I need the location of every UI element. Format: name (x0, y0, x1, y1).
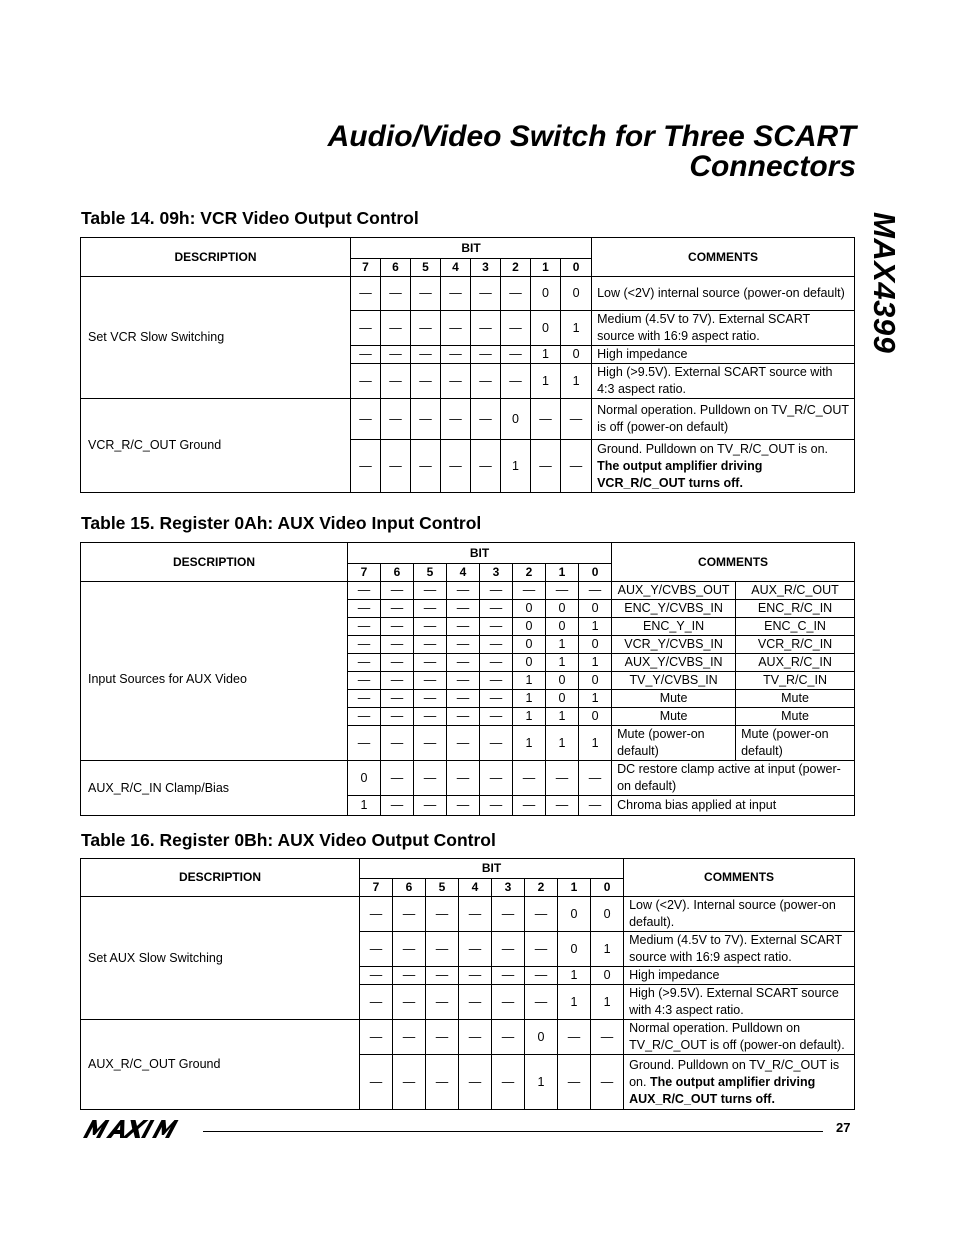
row-comment (592, 277, 855, 311)
bit-value: — (426, 985, 459, 1020)
bit-3-header: 3 (471, 259, 501, 277)
bit-value: — (351, 346, 381, 364)
bit-value: — (351, 440, 381, 493)
bit-value: 0 (513, 636, 546, 654)
row-description: Input Sources for AUX Video (81, 600, 348, 761)
table15 (80, 542, 855, 816)
comment-rc-output: AUX_R/C_OUT (736, 582, 855, 600)
bit-0-header: 0 (579, 564, 612, 582)
bit-4-header: 4 (459, 879, 492, 897)
comment-y-output: ENC_Y/CVBS_IN (612, 600, 736, 618)
bit-value: — (546, 796, 579, 816)
bit-value: — (411, 399, 441, 440)
bit-value: 1 (513, 708, 546, 726)
bit-value: — (591, 1020, 624, 1055)
table-row (81, 1020, 855, 1055)
col-comments-header: COMMENTS (624, 859, 855, 897)
bit-value: — (414, 636, 447, 654)
bit-value: — (411, 364, 441, 399)
bit-7-header: 7 (360, 879, 393, 897)
bit-value: — (459, 897, 492, 932)
bit-value: 1 (558, 967, 591, 985)
bit-value: — (441, 311, 471, 346)
bit-value: — (393, 1055, 426, 1110)
bit-value: — (492, 985, 525, 1020)
comment-y-output: Mute (612, 690, 736, 708)
table16-caption: Table 16. Register 0Bh: AUX Video Output Control (81, 830, 496, 850)
bit-value: — (501, 346, 531, 364)
bit-1-header: 1 (546, 564, 579, 582)
bit-value: 1 (579, 726, 612, 761)
bit-value: — (492, 1020, 525, 1055)
bit-value: 0 (513, 600, 546, 618)
bit-value: — (447, 600, 480, 618)
comment-y-output: AUX_Y/CVBS_IN (612, 654, 736, 672)
table-row (81, 761, 855, 796)
bit-value: — (480, 636, 513, 654)
bit-value: — (441, 399, 471, 440)
bit-value: — (414, 654, 447, 672)
bit-value: — (348, 726, 381, 761)
bit-value: — (525, 897, 558, 932)
bit-value: — (348, 708, 381, 726)
comment-text: Medium (4.5V to 7V). External SCART source with 16:9 aspect ratio. (629, 933, 842, 964)
bit-value: — (480, 672, 513, 690)
table16-body (81, 897, 855, 1110)
bit-value: — (393, 932, 426, 967)
bit-value: 0 (561, 346, 592, 364)
bit-value: 1 (546, 726, 579, 761)
bit-3-header: 3 (480, 564, 513, 582)
comment-text: Ground. Pulldown on TV_R/C_OUT is on. (629, 1057, 840, 1089)
bit-value: — (480, 582, 513, 600)
bit-value: — (348, 654, 381, 672)
bit-value: — (501, 277, 531, 311)
bit-value: — (471, 277, 501, 311)
bit-value: — (381, 440, 411, 493)
bit-value: — (411, 277, 441, 311)
page-number: 27 (836, 1120, 851, 1135)
table14 (80, 237, 855, 493)
bit-value: — (591, 1055, 624, 1110)
bit-value: 0 (561, 277, 592, 311)
bit-value: 1 (546, 636, 579, 654)
bit-value: — (471, 440, 501, 493)
comment-y-output: TV_Y/CVBS_IN (612, 672, 736, 690)
col-bit-header: BIT (360, 859, 624, 879)
row-comment: Chroma bias applied at input (612, 796, 855, 816)
bit-value: — (525, 932, 558, 967)
col-description-header: DESCRIPTION (81, 543, 348, 582)
bit-value: — (561, 440, 592, 493)
comment-rc-output: TV_R/C_IN (736, 672, 855, 690)
bit-value: — (492, 967, 525, 985)
bit-value: — (414, 796, 447, 816)
comment-rc-output: Mute (736, 708, 855, 726)
row-comment (592, 311, 855, 346)
comment-text: Low (<2V). Internal source (power-on default). (629, 898, 836, 929)
bit-value: — (447, 636, 480, 654)
bit-6-header: 6 (381, 259, 411, 277)
bit-value: — (351, 399, 381, 440)
row-description-blank (81, 582, 348, 600)
row-comment (592, 346, 855, 364)
bit-value: — (447, 582, 480, 600)
bit-value: — (381, 600, 414, 618)
bit-value: — (381, 582, 414, 600)
bit-value: — (360, 1020, 393, 1055)
bit-value: — (414, 708, 447, 726)
bit-value: — (480, 796, 513, 816)
bit-value: 0 (591, 897, 624, 932)
bit-value: 0 (531, 311, 561, 346)
bit-1-header: 1 (558, 879, 591, 897)
bit-value: 0 (546, 672, 579, 690)
comment-text: Low (<2V) internal source (power-on default) (597, 286, 845, 300)
bit-value: — (351, 311, 381, 346)
bit-value: — (447, 654, 480, 672)
bit-0-header: 0 (591, 879, 624, 897)
bit-value: — (480, 654, 513, 672)
col-comments-header: COMMENTS (612, 543, 855, 582)
bit-value: — (381, 618, 414, 636)
bit-value: 0 (579, 600, 612, 618)
bit-4-header: 4 (441, 259, 471, 277)
bit-6-header: 6 (381, 564, 414, 582)
col-bit-header: BIT (348, 543, 612, 564)
comment-text: High impedance (629, 968, 720, 982)
bit-value: — (426, 897, 459, 932)
bit-value: 0 (546, 618, 579, 636)
bit-2-header: 2 (525, 879, 558, 897)
page-title (156, 122, 856, 182)
bit-value: — (426, 967, 459, 985)
bit-value: 0 (558, 932, 591, 967)
bit-value: — (381, 796, 414, 816)
bit-value: 1 (525, 1055, 558, 1110)
bit-value: 1 (531, 346, 561, 364)
bit-value: 0 (501, 399, 531, 440)
col-description-header: DESCRIPTION (81, 238, 351, 277)
bit-value: — (381, 399, 411, 440)
comment-text: High (>9.5V). External SCART source with 4:3 aspect ratio. (597, 365, 833, 396)
bit-value: 1 (591, 985, 624, 1020)
bit-value: — (447, 761, 480, 796)
bit-value: — (351, 364, 381, 399)
bit-value: — (558, 1055, 591, 1110)
bit-value: — (414, 618, 447, 636)
bit-value: — (480, 600, 513, 618)
row-comment (624, 985, 855, 1020)
bit-value: 1 (579, 654, 612, 672)
bit-value: — (381, 726, 414, 761)
table14-caption: Table 14. 09h: VCR Video Output Control (81, 208, 419, 228)
comment-y-output: Mute (612, 708, 736, 726)
bit-value: — (426, 1055, 459, 1110)
comment-text: Normal operation. Pulldown on TV_R/C_OUT is off (power-on default) (597, 403, 849, 434)
bit-value: — (348, 618, 381, 636)
bit-2-header: 2 (501, 259, 531, 277)
bit-value: — (447, 796, 480, 816)
table15-caption: Table 15. Register 0Ah: AUX Video Input Control (81, 513, 482, 533)
bit-value: 1 (501, 440, 531, 493)
comment-text: High impedance (597, 347, 688, 361)
bit-value: — (492, 1055, 525, 1110)
row-comment (592, 440, 855, 493)
table-row (81, 277, 855, 311)
bit-value: — (414, 726, 447, 761)
table14-body (81, 277, 855, 493)
comment-text: Ground. Pulldown on TV_R/C_OUT is on. (597, 441, 828, 456)
row-description: AUX_R/C_OUT Ground (81, 1020, 360, 1110)
bit-7-header: 7 (351, 259, 381, 277)
table-row (81, 600, 855, 618)
col-description-header: DESCRIPTION (81, 859, 360, 897)
bit-value: — (459, 1055, 492, 1110)
comment-text: Normal operation. Pulldown on TV_R/C_OUT is off (power-on default). (629, 1021, 845, 1052)
bit-5-header: 5 (411, 259, 441, 277)
page-title-line1: Audio/Video Switch for Three SCART (327, 120, 856, 153)
bit-value: 0 (525, 1020, 558, 1055)
bit-value: 1 (579, 690, 612, 708)
row-description: Set VCR Slow Switching (81, 277, 351, 399)
bit-value: — (360, 932, 393, 967)
bit-value: 0 (546, 600, 579, 618)
bit-value: — (480, 708, 513, 726)
bit-value: — (459, 985, 492, 1020)
col-comments-header: COMMENTS (592, 238, 855, 277)
bit-value: 0 (513, 618, 546, 636)
bit-value: — (351, 277, 381, 311)
bit-value: — (513, 582, 546, 600)
bit-value: — (381, 364, 411, 399)
bit-value: — (579, 761, 612, 796)
bit-value: — (459, 1020, 492, 1055)
table-row (81, 897, 855, 932)
bit-value: — (480, 618, 513, 636)
bit-value: — (381, 708, 414, 726)
bit-value: 0 (579, 708, 612, 726)
bit-value: — (381, 277, 411, 311)
bit-value: 1 (513, 672, 546, 690)
bit-value: — (531, 399, 561, 440)
bit-value: 1 (513, 690, 546, 708)
comment-rc-output: Mute (power-on default) (736, 726, 855, 761)
bit-value: — (546, 582, 579, 600)
comment-y-output: VCR_Y/CVBS_IN (612, 636, 736, 654)
bit-value: — (471, 311, 501, 346)
comment-rc-output: Mute (736, 690, 855, 708)
bit-value: 0 (579, 636, 612, 654)
comment-y-output: ENC_Y_IN (612, 618, 736, 636)
maxim-logo (82, 1118, 194, 1140)
table-row (81, 582, 855, 600)
bit-value: 0 (579, 672, 612, 690)
bit-value: — (459, 967, 492, 985)
bit-value: — (480, 761, 513, 796)
bit-value: — (480, 690, 513, 708)
bit-value: — (471, 364, 501, 399)
row-comment (624, 1055, 855, 1110)
bit-value: — (411, 311, 441, 346)
bit-1-header: 1 (531, 259, 561, 277)
bit-value: — (447, 708, 480, 726)
bit-value: 1 (531, 364, 561, 399)
bit-value: — (381, 311, 411, 346)
bit-value: — (441, 364, 471, 399)
bit-5-header: 5 (426, 879, 459, 897)
bit-value: 1 (513, 726, 546, 761)
bit-value: — (471, 346, 501, 364)
page-title-line2: Connectors (689, 150, 856, 183)
bit-value: — (381, 761, 414, 796)
comment-rc-output: ENC_C_IN (736, 618, 855, 636)
comment-y-output: Mute (power-on default) (612, 726, 736, 761)
bit-value: — (414, 582, 447, 600)
bit-value: — (348, 672, 381, 690)
comment-y-output: AUX_Y/CVBS_OUT (612, 582, 736, 600)
bit-value: — (414, 761, 447, 796)
bit-value: 1 (561, 311, 592, 346)
bit-value: — (360, 967, 393, 985)
row-comment (624, 967, 855, 985)
bit-value: — (531, 440, 561, 493)
bit-value: — (447, 618, 480, 636)
comment-text: Medium (4.5V to 7V). External SCART source with 16:9 aspect ratio. (597, 312, 810, 343)
bit-value: — (441, 346, 471, 364)
comment-text: High (>9.5V). External SCART source with 4:3 aspect ratio. (629, 986, 839, 1017)
bit-value: — (447, 690, 480, 708)
bit-value: 0 (348, 761, 381, 796)
bit-value: 0 (531, 277, 561, 311)
bit-value: — (360, 897, 393, 932)
bit-5-header: 5 (414, 564, 447, 582)
bit-value: 1 (546, 654, 579, 672)
comment-rc-output: VCR_R/C_IN (736, 636, 855, 654)
bit-value: — (381, 672, 414, 690)
table15-body (81, 582, 855, 816)
bit-value: 1 (558, 985, 591, 1020)
row-comment (624, 932, 855, 967)
bit-value: — (360, 1055, 393, 1110)
bit-value: — (471, 399, 501, 440)
bit-value: — (441, 277, 471, 311)
bit-value: — (411, 346, 441, 364)
bit-value: — (393, 1020, 426, 1055)
bit-value: — (381, 346, 411, 364)
bit-value: — (501, 311, 531, 346)
row-comment (592, 364, 855, 399)
row-description: Set AUX Slow Switching (81, 897, 360, 1020)
comment-rc-output: ENC_R/C_IN (736, 600, 855, 618)
bit-value: — (447, 726, 480, 761)
bit-value: 0 (558, 897, 591, 932)
bit-value: 0 (591, 967, 624, 985)
bit-value: — (414, 690, 447, 708)
bit-value: — (558, 1020, 591, 1055)
comment-bold-text: The output amplifier driving VCR_R/C_OUT turns off. (597, 458, 763, 490)
bit-value: 1 (561, 364, 592, 399)
bit-value: — (414, 672, 447, 690)
bit-value: 1 (546, 708, 579, 726)
bit-value: 1 (348, 796, 381, 816)
bit-value: — (381, 636, 414, 654)
comment-bold-text: The output amplifier driving AUX_R/C_OUT turns off. (629, 1074, 816, 1106)
bit-4-header: 4 (447, 564, 480, 582)
bit-value: — (348, 690, 381, 708)
row-comment (624, 1020, 855, 1055)
bit-6-header: 6 (393, 879, 426, 897)
row-description: VCR_R/C_OUT Ground (81, 399, 351, 493)
bit-value: 1 (591, 932, 624, 967)
row-description: AUX_R/C_IN Clamp/Bias (81, 761, 348, 816)
bit-value: — (411, 440, 441, 493)
bit-value: — (525, 985, 558, 1020)
bit-value: — (579, 796, 612, 816)
bit-value: — (492, 897, 525, 932)
bit-value: — (459, 932, 492, 967)
bit-value: — (426, 1020, 459, 1055)
bit-value: — (561, 399, 592, 440)
comment-rc-output: AUX_R/C_IN (736, 654, 855, 672)
part-number-side-title: MAX4399 (867, 212, 902, 354)
bit-value: — (381, 654, 414, 672)
bit-value: — (393, 897, 426, 932)
bit-3-header: 3 (492, 879, 525, 897)
bit-value: — (348, 600, 381, 618)
bit-value: — (501, 364, 531, 399)
bit-value: — (360, 985, 393, 1020)
bit-2-header: 2 (513, 564, 546, 582)
bit-value: — (579, 582, 612, 600)
bit-value: — (447, 672, 480, 690)
bit-value: — (513, 796, 546, 816)
bit-value: — (441, 440, 471, 493)
table-row (81, 399, 855, 440)
bit-7-header: 7 (348, 564, 381, 582)
footer-rule (203, 1131, 823, 1132)
bit-value: 0 (546, 690, 579, 708)
col-bit-header: BIT (351, 238, 592, 259)
bit-value: — (513, 761, 546, 796)
bit-value: — (492, 932, 525, 967)
bit-value: — (480, 726, 513, 761)
bit-value: — (381, 690, 414, 708)
bit-value: 0 (513, 654, 546, 672)
row-comment (624, 897, 855, 932)
bit-0-header: 0 (561, 259, 592, 277)
bit-value: 1 (579, 618, 612, 636)
bit-value: — (348, 636, 381, 654)
bit-value: — (546, 761, 579, 796)
bit-value: — (525, 967, 558, 985)
row-comment: DC restore clamp active at input (power-on default) (612, 761, 855, 796)
bit-value: — (393, 967, 426, 985)
bit-value: — (393, 985, 426, 1020)
table16 (80, 858, 855, 1110)
bit-value: — (414, 600, 447, 618)
bit-value: — (348, 582, 381, 600)
row-comment (592, 399, 855, 440)
bit-value: — (426, 932, 459, 967)
